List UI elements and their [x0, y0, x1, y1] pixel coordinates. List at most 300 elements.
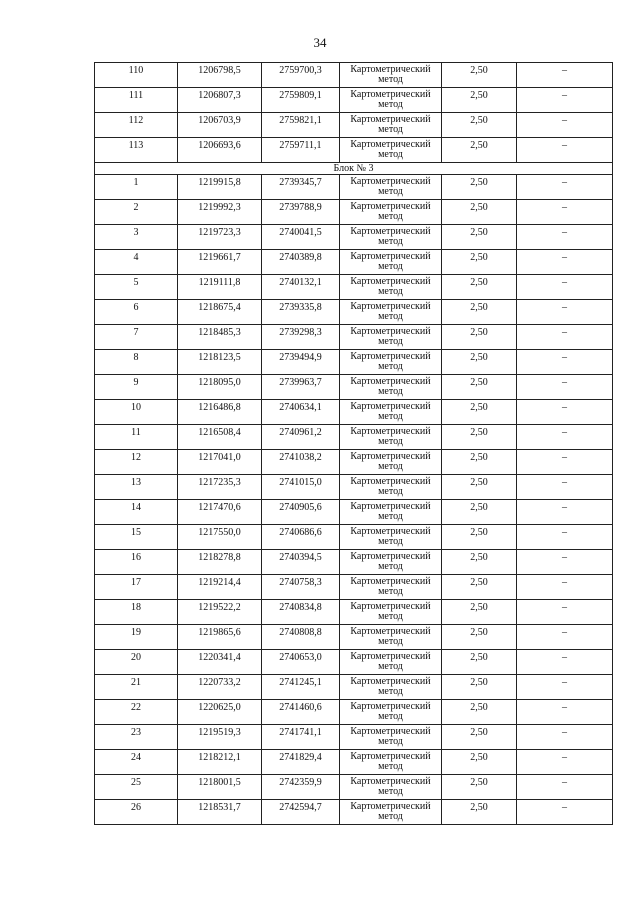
method-cell-text: Картометрический метод: [350, 376, 431, 397]
y-coordinate-cell-text: 2741038,2: [279, 452, 322, 463]
x-coordinate-cell: [178, 250, 262, 275]
accuracy-cell-text: 2,50: [470, 327, 488, 338]
y-coordinate-cell-text: 2739963,7: [279, 377, 322, 388]
note-cell: [517, 200, 613, 225]
accuracy-cell: [442, 650, 517, 675]
note-cell-text: –: [562, 302, 567, 313]
x-coordinate-cell-text: 1219111,8: [198, 277, 241, 288]
note-cell-text: –: [562, 802, 567, 813]
method-cell-text: Картометрический метод: [350, 226, 431, 247]
point-number-cell-text: 18: [131, 602, 141, 613]
point-number-cell-text: 21: [131, 677, 141, 688]
method-cell-text: Картометрический метод: [350, 776, 431, 797]
accuracy-cell-text: 2,50: [470, 177, 488, 188]
method-cell: [340, 750, 442, 775]
y-coordinate-cell-text: 2741245,1: [279, 677, 322, 688]
point-number-cell-text: 19: [131, 627, 141, 638]
point-number-cell-text: 13: [131, 477, 141, 488]
accuracy-cell: [442, 600, 517, 625]
point-number-cell: [95, 200, 178, 225]
table-row: [95, 625, 613, 650]
method-cell-text: Картометрический метод: [350, 501, 431, 522]
accuracy-cell-text: 2,50: [470, 527, 488, 538]
x-coordinate-cell-text: 1217550,0: [198, 527, 241, 538]
note-cell-text: –: [562, 527, 567, 538]
method-cell-text: Картометрический метод: [350, 476, 431, 497]
x-coordinate-cell: [178, 775, 262, 800]
point-number-cell: [95, 800, 178, 825]
point-number-cell: [95, 475, 178, 500]
accuracy-cell: [442, 113, 517, 138]
point-number-cell: [95, 700, 178, 725]
method-cell: [340, 725, 442, 750]
x-coordinate-cell: [178, 450, 262, 475]
table-row: [95, 550, 613, 575]
y-coordinate-cell: [262, 525, 340, 550]
x-coordinate-cell-text: 1218675,4: [198, 302, 241, 313]
method-cell-text: Картометрический метод: [350, 451, 431, 472]
x-coordinate-cell-text: 1206693,6: [198, 140, 241, 151]
note-cell: [517, 525, 613, 550]
y-coordinate-cell: [262, 350, 340, 375]
point-number-cell: [95, 550, 178, 575]
block-header-section: [95, 163, 613, 175]
accuracy-cell-text: 2,50: [470, 702, 488, 713]
point-number-cell: [95, 675, 178, 700]
y-coordinate-cell: [262, 700, 340, 725]
y-coordinate-cell: [262, 113, 340, 138]
x-coordinate-cell: [178, 375, 262, 400]
note-cell-text: –: [562, 327, 567, 338]
point-number-cell: [95, 775, 178, 800]
note-cell-text: –: [562, 427, 567, 438]
table-row: [95, 450, 613, 475]
x-coordinate-cell-text: 1206798,5: [198, 65, 241, 76]
accuracy-cell: [442, 475, 517, 500]
note-cell: [517, 63, 613, 88]
point-number-cell-text: 6: [133, 302, 139, 313]
table-row: [95, 300, 613, 325]
accuracy-cell: [442, 550, 517, 575]
accuracy-cell-text: 2,50: [470, 227, 488, 238]
point-number-cell: [95, 225, 178, 250]
table-row: [95, 63, 613, 88]
accuracy-cell-text: 2,50: [470, 65, 488, 76]
y-coordinate-cell-text: 2739494,9: [279, 352, 322, 363]
accuracy-cell-text: 2,50: [470, 477, 488, 488]
point-number-cell: [95, 575, 178, 600]
note-cell-text: –: [562, 227, 567, 238]
method-cell: [340, 525, 442, 550]
point-number-cell: [95, 625, 178, 650]
accuracy-cell: [442, 425, 517, 450]
x-coordinate-cell: [178, 500, 262, 525]
coordinates-table: [94, 62, 613, 825]
note-cell-text: –: [562, 627, 567, 638]
note-cell: [517, 750, 613, 775]
accuracy-cell-text: 2,50: [470, 602, 488, 613]
y-coordinate-cell: [262, 325, 340, 350]
table-row: [95, 175, 613, 200]
point-number-cell: [95, 425, 178, 450]
y-coordinate-cell-text: 2740394,5: [279, 552, 322, 563]
note-cell: [517, 550, 613, 575]
table-row: [95, 375, 613, 400]
accuracy-cell-text: 2,50: [470, 115, 488, 126]
note-cell: [517, 575, 613, 600]
method-cell: [340, 138, 442, 163]
y-coordinate-cell-text: 2759809,1: [279, 90, 322, 101]
note-cell: [517, 775, 613, 800]
y-coordinate-cell-text: 2740634,1: [279, 402, 322, 413]
y-coordinate-cell-text: 2759711,1: [279, 140, 322, 151]
y-coordinate-cell-text: 2740132,1: [279, 277, 322, 288]
x-coordinate-cell: [178, 88, 262, 113]
note-cell-text: –: [562, 752, 567, 763]
x-coordinate-cell-text: 1218531,7: [198, 802, 241, 813]
y-coordinate-cell: [262, 675, 340, 700]
point-number-cell: [95, 113, 178, 138]
point-number-cell-text: 8: [133, 352, 139, 363]
point-number-cell: [95, 325, 178, 350]
accuracy-cell: [442, 325, 517, 350]
y-coordinate-cell: [262, 275, 340, 300]
accuracy-cell-text: 2,50: [470, 140, 488, 151]
point-number-cell-text: 24: [131, 752, 141, 763]
table-row: [95, 750, 613, 775]
y-coordinate-cell-text: 2741015,0: [279, 477, 322, 488]
method-cell-text: Картометрический метод: [350, 326, 431, 347]
y-coordinate-cell-text: 2759700,3: [279, 65, 322, 76]
accuracy-cell-text: 2,50: [470, 627, 488, 638]
method-cell: [340, 350, 442, 375]
method-cell: [340, 200, 442, 225]
accuracy-cell-text: 2,50: [470, 752, 488, 763]
x-coordinate-cell-text: 1220341,4: [198, 652, 241, 663]
table-row: [95, 113, 613, 138]
note-cell-text: –: [562, 115, 567, 126]
method-cell-text: Картометрический метод: [350, 651, 431, 672]
x-coordinate-cell: [178, 400, 262, 425]
point-number-cell: [95, 275, 178, 300]
table-row: [95, 400, 613, 425]
note-cell: [517, 625, 613, 650]
y-coordinate-cell-text: 2742359,9: [279, 777, 322, 788]
point-number-cell: [95, 525, 178, 550]
note-cell: [517, 325, 613, 350]
note-cell: [517, 800, 613, 825]
note-cell-text: –: [562, 140, 567, 151]
point-number-cell-text: 16: [131, 552, 141, 563]
method-cell-text: Картометрический метод: [350, 801, 431, 822]
note-cell-text: –: [562, 65, 567, 76]
note-cell: [517, 600, 613, 625]
point-number-cell-text: 12: [131, 452, 141, 463]
note-cell: [517, 375, 613, 400]
method-cell: [340, 600, 442, 625]
note-cell-text: –: [562, 277, 567, 288]
note-cell-text: –: [562, 677, 567, 688]
table-row: [95, 425, 613, 450]
point-number-cell: [95, 450, 178, 475]
accuracy-cell-text: 2,50: [470, 552, 488, 563]
point-number-cell-text: 20: [131, 652, 141, 663]
point-number-cell-text: 22: [131, 702, 141, 713]
x-coordinate-cell: [178, 700, 262, 725]
point-number-cell-text: 7: [133, 327, 139, 338]
x-coordinate-cell-text: 1216508,4: [198, 427, 241, 438]
x-coordinate-cell: [178, 350, 262, 375]
method-cell-text: Картометрический метод: [350, 301, 431, 322]
point-number-cell-text: 1: [133, 177, 139, 188]
point-number-cell: [95, 725, 178, 750]
note-cell-text: –: [562, 377, 567, 388]
note-cell-text: –: [562, 477, 567, 488]
block-header-row: [95, 163, 613, 175]
y-coordinate-cell-text: 2740834,8: [279, 602, 322, 613]
note-cell-text: –: [562, 402, 567, 413]
method-cell-text: Картометрический метод: [350, 701, 431, 722]
x-coordinate-cell-text: 1219522,2: [198, 602, 241, 613]
method-cell: [340, 250, 442, 275]
note-cell-text: –: [562, 452, 567, 463]
method-cell: [340, 300, 442, 325]
table-row: [95, 700, 613, 725]
note-cell: [517, 500, 613, 525]
note-cell: [517, 88, 613, 113]
y-coordinate-cell: [262, 450, 340, 475]
point-number-cell-text: 4: [133, 252, 139, 263]
accuracy-cell: [442, 625, 517, 650]
note-cell-text: –: [562, 90, 567, 101]
accuracy-cell-text: 2,50: [470, 727, 488, 738]
point-number-cell-text: 2: [133, 202, 139, 213]
accuracy-cell-text: 2,50: [470, 677, 488, 688]
method-cell: [340, 275, 442, 300]
x-coordinate-cell: [178, 725, 262, 750]
method-cell-text: Картометрический метод: [350, 176, 431, 197]
x-coordinate-cell: [178, 750, 262, 775]
point-number-cell-text: 112: [128, 115, 144, 126]
note-cell-text: –: [562, 552, 567, 563]
x-coordinate-cell: [178, 225, 262, 250]
point-number-cell: [95, 400, 178, 425]
note-cell: [517, 225, 613, 250]
method-cell-text: Картометрический метод: [350, 626, 431, 647]
note-cell: [517, 675, 613, 700]
y-coordinate-cell-text: 2740389,8: [279, 252, 322, 263]
point-number-cell-text: 5: [133, 277, 139, 288]
x-coordinate-cell-text: 1218001,5: [198, 777, 241, 788]
accuracy-cell-text: 2,50: [470, 352, 488, 363]
x-coordinate-cell-text: 1217235,3: [198, 477, 241, 488]
table-row: [95, 650, 613, 675]
method-cell-text: Картометрический метод: [350, 551, 431, 572]
accuracy-cell: [442, 725, 517, 750]
method-cell: [340, 575, 442, 600]
method-cell: [340, 700, 442, 725]
point-number-cell: [95, 300, 178, 325]
y-coordinate-cell-text: 2739345,7: [279, 177, 322, 188]
table-row: [95, 725, 613, 750]
method-cell-text: Картометрический метод: [350, 251, 431, 272]
note-cell-text: –: [562, 652, 567, 663]
point-number-cell: [95, 600, 178, 625]
x-coordinate-cell: [178, 650, 262, 675]
table-row: [95, 475, 613, 500]
point-number-cell: [95, 750, 178, 775]
method-cell: [340, 675, 442, 700]
y-coordinate-cell-text: 2740758,3: [279, 577, 322, 588]
method-cell: [340, 450, 442, 475]
table-row: [95, 500, 613, 525]
y-coordinate-cell-text: 2739335,8: [279, 302, 322, 313]
y-coordinate-cell: [262, 800, 340, 825]
accuracy-cell: [442, 375, 517, 400]
point-number-cell-text: 3: [133, 227, 139, 238]
x-coordinate-cell-text: 1206703,9: [198, 115, 241, 126]
accuracy-cell-text: 2,50: [470, 652, 488, 663]
method-cell: [340, 775, 442, 800]
y-coordinate-cell-text: 2740905,6: [279, 502, 322, 513]
accuracy-cell-text: 2,50: [470, 577, 488, 588]
y-coordinate-cell-text: 2740961,2: [279, 427, 322, 438]
note-cell: [517, 300, 613, 325]
accuracy-cell: [442, 700, 517, 725]
point-number-cell-text: 26: [131, 802, 141, 813]
x-coordinate-cell: [178, 113, 262, 138]
accuracy-cell-text: 2,50: [470, 777, 488, 788]
method-cell: [340, 175, 442, 200]
table-row: [95, 225, 613, 250]
x-coordinate-cell-text: 1219519,3: [198, 727, 241, 738]
accuracy-cell: [442, 138, 517, 163]
x-coordinate-cell: [178, 325, 262, 350]
y-coordinate-cell: [262, 225, 340, 250]
point-number-cell-text: 9: [133, 377, 139, 388]
table-row: [95, 325, 613, 350]
method-cell: [340, 550, 442, 575]
x-coordinate-cell-text: 1219661,7: [198, 252, 241, 263]
note-cell: [517, 350, 613, 375]
y-coordinate-cell: [262, 475, 340, 500]
y-coordinate-cell: [262, 88, 340, 113]
x-coordinate-cell: [178, 575, 262, 600]
accuracy-cell: [442, 225, 517, 250]
note-cell: [517, 113, 613, 138]
accuracy-cell-text: 2,50: [470, 377, 488, 388]
method-cell-text: Картометрический метод: [350, 726, 431, 747]
table-section-after: [95, 175, 613, 825]
accuracy-cell: [442, 450, 517, 475]
accuracy-cell: [442, 175, 517, 200]
y-coordinate-cell-text: 2740686,6: [279, 527, 322, 538]
x-coordinate-cell-text: 1217470,6: [198, 502, 241, 513]
table-row: [95, 138, 613, 163]
y-coordinate-cell-text: 2742594,7: [279, 802, 322, 813]
x-coordinate-cell-text: 1218485,3: [198, 327, 241, 338]
y-coordinate-cell-text: 2741741,1: [279, 727, 322, 738]
note-cell-text: –: [562, 252, 567, 263]
table-row: [95, 525, 613, 550]
x-coordinate-cell-text: 1218095,0: [198, 377, 241, 388]
note-cell-text: –: [562, 727, 567, 738]
x-coordinate-cell-text: 1217041,0: [198, 452, 241, 463]
method-cell: [340, 113, 442, 138]
method-cell-text: Картометрический метод: [350, 576, 431, 597]
point-number-cell: [95, 63, 178, 88]
y-coordinate-cell: [262, 425, 340, 450]
y-coordinate-cell: [262, 400, 340, 425]
note-cell-text: –: [562, 702, 567, 713]
y-coordinate-cell: [262, 375, 340, 400]
method-cell-text: Картометрический метод: [350, 601, 431, 622]
x-coordinate-cell-text: 1218123,5: [198, 352, 241, 363]
method-cell: [340, 650, 442, 675]
x-coordinate-cell: [178, 200, 262, 225]
y-coordinate-cell: [262, 750, 340, 775]
method-cell-text: Картометрический метод: [350, 139, 431, 160]
note-cell: [517, 700, 613, 725]
accuracy-cell: [442, 675, 517, 700]
note-cell: [517, 138, 613, 163]
note-cell: [517, 400, 613, 425]
method-cell: [340, 375, 442, 400]
method-cell: [340, 88, 442, 113]
note-cell: [517, 450, 613, 475]
accuracy-cell: [442, 275, 517, 300]
y-coordinate-cell: [262, 550, 340, 575]
table-row: [95, 575, 613, 600]
accuracy-cell-text: 2,50: [470, 302, 488, 313]
x-coordinate-cell-text: 1220733,2: [198, 677, 241, 688]
method-cell: [340, 475, 442, 500]
point-number-cell-text: 14: [131, 502, 141, 513]
method-cell-text: Картометрический метод: [350, 751, 431, 772]
x-coordinate-cell: [178, 63, 262, 88]
note-cell: [517, 475, 613, 500]
note-cell-text: –: [562, 352, 567, 363]
method-cell-text: Картометрический метод: [350, 89, 431, 110]
x-coordinate-cell-text: 1218212,1: [198, 752, 241, 763]
point-number-cell: [95, 88, 178, 113]
accuracy-cell-text: 2,50: [470, 277, 488, 288]
note-cell-text: –: [562, 577, 567, 588]
note-cell-text: –: [562, 777, 567, 788]
table-row: [95, 250, 613, 275]
table-row: [95, 775, 613, 800]
y-coordinate-cell-text: 2740653,0: [279, 652, 322, 663]
method-cell: [340, 800, 442, 825]
note-cell-text: –: [562, 177, 567, 188]
y-coordinate-cell-text: 2759821,1: [279, 115, 322, 126]
x-coordinate-cell: [178, 275, 262, 300]
point-number-cell-text: 110: [128, 65, 144, 76]
x-coordinate-cell-text: 1218278,8: [198, 552, 241, 563]
table-row: [95, 88, 613, 113]
point-number-cell: [95, 500, 178, 525]
x-coordinate-cell-text: 1219723,3: [198, 227, 241, 238]
method-cell: [340, 425, 442, 450]
x-coordinate-cell: [178, 550, 262, 575]
note-cell: [517, 250, 613, 275]
y-coordinate-cell-text: 2740041,5: [279, 227, 322, 238]
method-cell-text: Картометрический метод: [350, 526, 431, 547]
point-number-cell-text: 10: [131, 402, 141, 413]
point-number-cell-text: 17: [131, 577, 141, 588]
accuracy-cell: [442, 300, 517, 325]
point-number-cell-text: 25: [131, 777, 141, 788]
